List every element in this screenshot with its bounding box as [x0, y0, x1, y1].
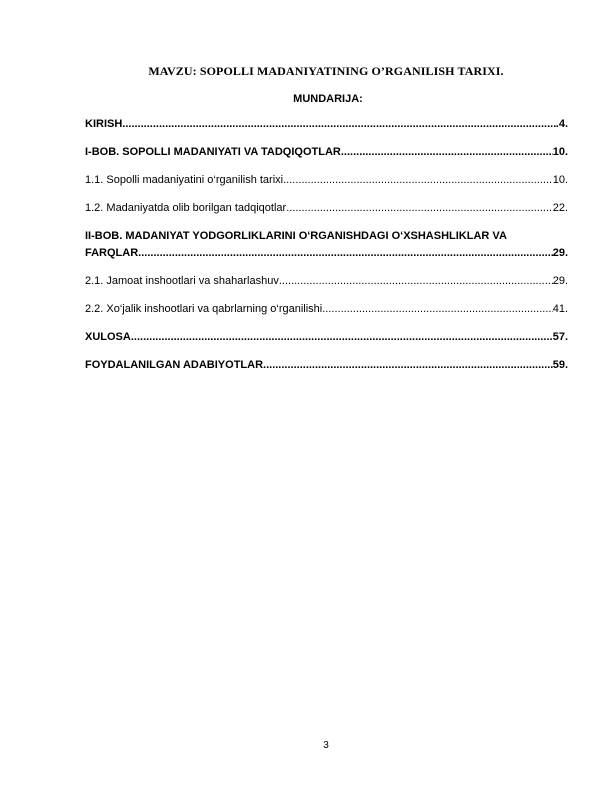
toc-entry-kirish[interactable] — [85, 116, 568, 133]
toc-entry-xulosa[interactable] — [85, 329, 568, 346]
table-of-contents — [85, 116, 568, 385]
dot-leader — [138, 245, 553, 262]
toc-entry-label: 1.1. Sopolli madaniyatini o‘rganilish tarixi — [85, 174, 284, 186]
dot-leader — [341, 144, 553, 161]
toc-entry-page: 10. — [552, 174, 568, 186]
dot-leader — [263, 357, 553, 374]
toc-entry-section-2-2[interactable] — [85, 301, 568, 318]
toc-entry-label: FOYDALANILGAN ADABIYOTLAR — [85, 359, 264, 371]
toc-entry-page: 22. — [552, 202, 568, 214]
toc-entry-page: 59. — [552, 359, 568, 371]
toc-entry-label: 1.2. Madaniyatda olib borilgan tadqiqotlar — [85, 202, 287, 214]
dot-leader — [322, 301, 552, 318]
toc-entry-page: 41. — [552, 303, 568, 315]
toc-entry-chapter-2[interactable] — [85, 228, 568, 262]
toc-entry-page: 29. — [552, 247, 568, 259]
dot-leader — [286, 200, 553, 217]
toc-entry-section-2-1[interactable] — [85, 273, 568, 290]
toc-entry-label-line2: FARQLAR — [85, 247, 139, 259]
toc-entry-label-line1: II-BOB. MADANIYAT YODGORLIKLARINI O‘RGANISHDAGI O‘XSHASHLIKLAR VA — [85, 230, 507, 242]
dot-leader — [283, 172, 553, 189]
dot-leader — [122, 116, 555, 133]
toc-entry-references[interactable] — [85, 357, 568, 374]
toc-entry-page: 10. — [552, 146, 568, 158]
toc-entry-label: I-BOB. SOPOLLI MADANIYATI VA TADQIQOTLAR — [85, 146, 341, 158]
toc-entry-label: XULOSA — [85, 331, 131, 343]
toc-entry-page: 29. — [552, 275, 568, 287]
toc-entry-section-1-2[interactable] — [85, 200, 568, 217]
toc-entry-chapter-1[interactable] — [85, 144, 568, 161]
toc-entry-label: KIRISH — [85, 118, 123, 130]
toc-entry-label: 2.2. Xo‘jalik inshootlari va qabrlarning o‘rganilishi — [85, 303, 323, 315]
document-title: MAVZU: SOPOLLI MADANIYATINING O’RGANILISH TARIXI. — [148, 64, 504, 78]
toc-entry-label: 2.1. Jamoat inshootlari va shaharlashuv — [85, 275, 279, 287]
toc-entry-section-1-1[interactable] — [85, 172, 568, 189]
toc-entry-page: .4. — [555, 118, 568, 130]
dot-leader — [131, 329, 553, 346]
toc-entry-page: 57. — [552, 331, 568, 343]
page-number: 3 — [323, 740, 329, 751]
toc-heading: MUNDARIJA: — [293, 93, 363, 105]
dot-leader — [279, 273, 553, 290]
